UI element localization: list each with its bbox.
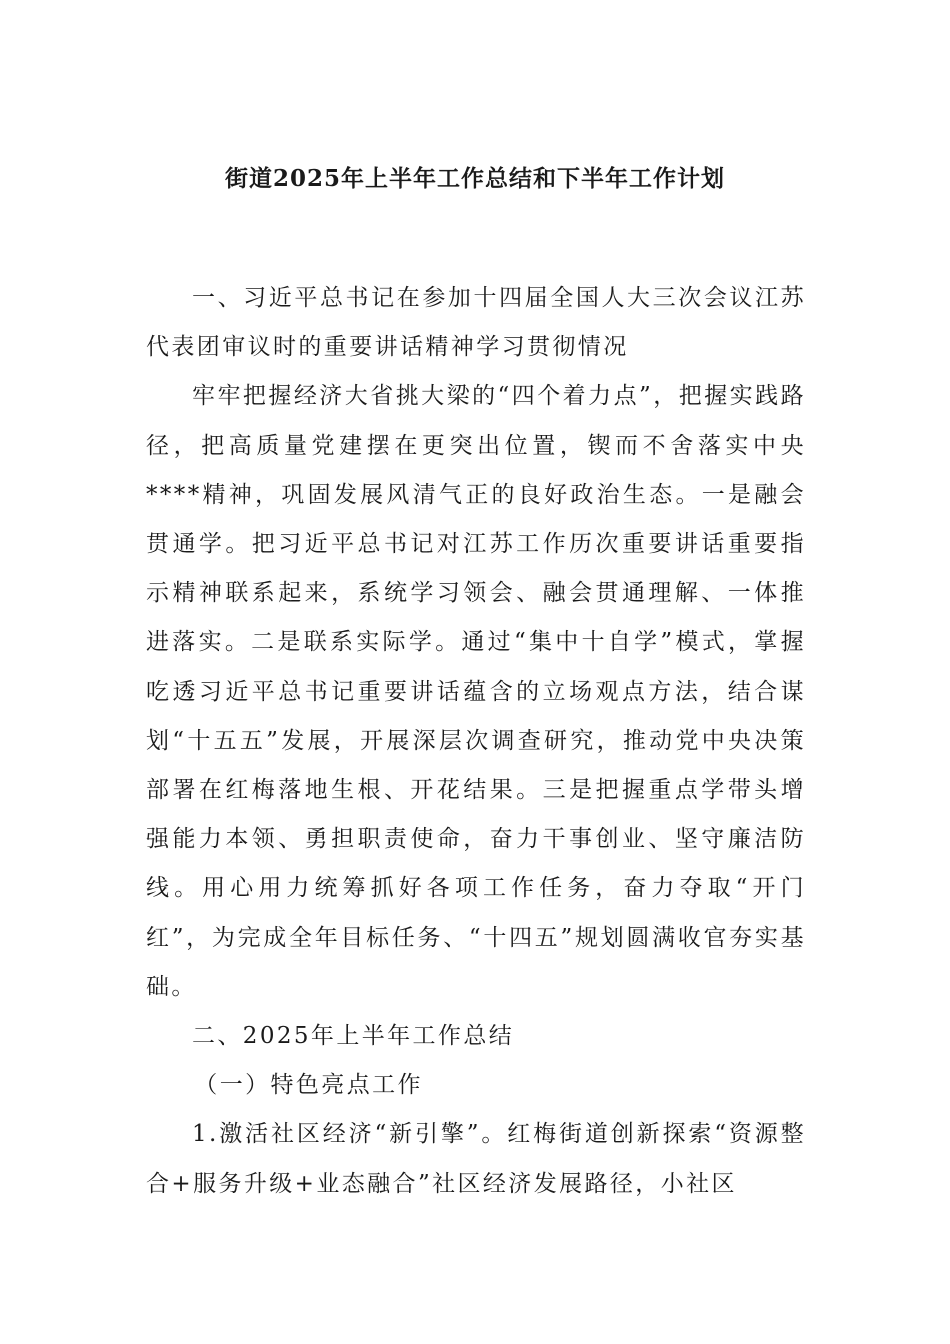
- section1-heading: 一、习近平总书记在参加十四届全国人大三次会议江苏代表团审议时的重要讲话精神学习贯彻情况: [146, 285, 806, 361]
- section2-heading: 二、2025年上半年工作总结: [192, 1023, 515, 1050]
- document-title: 街道2025年上半年工作总结和下半年工作计划: [224, 165, 725, 192]
- subsection1-heading: （一）特色亮点工作: [194, 1072, 423, 1099]
- section1-body: 牢牢把握经济大省挑大梁的“四个着力点”，把握实践路径，把高质量党建摆在更突出位置，锲而不舍落实中央****精神，巩固发展风清气正的良好政治生态。一是融会贯通学。把习近平总书记对江苏工作历次重要讲话重要指示精神联系起来，系统学习领会、融会贯通理解、一体推进落实。二是联系实际学。通过“集中十自学”模式，掌握吃透习近平总书记重要讲话蕴含的立场观点方法，结合谋划“十五五”发展，开展深层次调查研究，推动党中央决策部署在红梅落地生根、开花结果。三是把握重点学带头增强能力本领、勇担职责使命，奋力干事创业、坚守廉洁防线。用心用力统筹抓好各项工作任务，奋力夺取“开门红”，为完成全年目标任务、“十四五”规划圆满收官夯实基础。: [146, 383, 806, 1000]
- document-body: [146, 274, 806, 1209]
- item1-text: 1.激活社区经济“新引擎”。红梅街道创新探索“资源整合+服务升级+业态融合”社区经济发展路径，小社区: [146, 1121, 806, 1197]
